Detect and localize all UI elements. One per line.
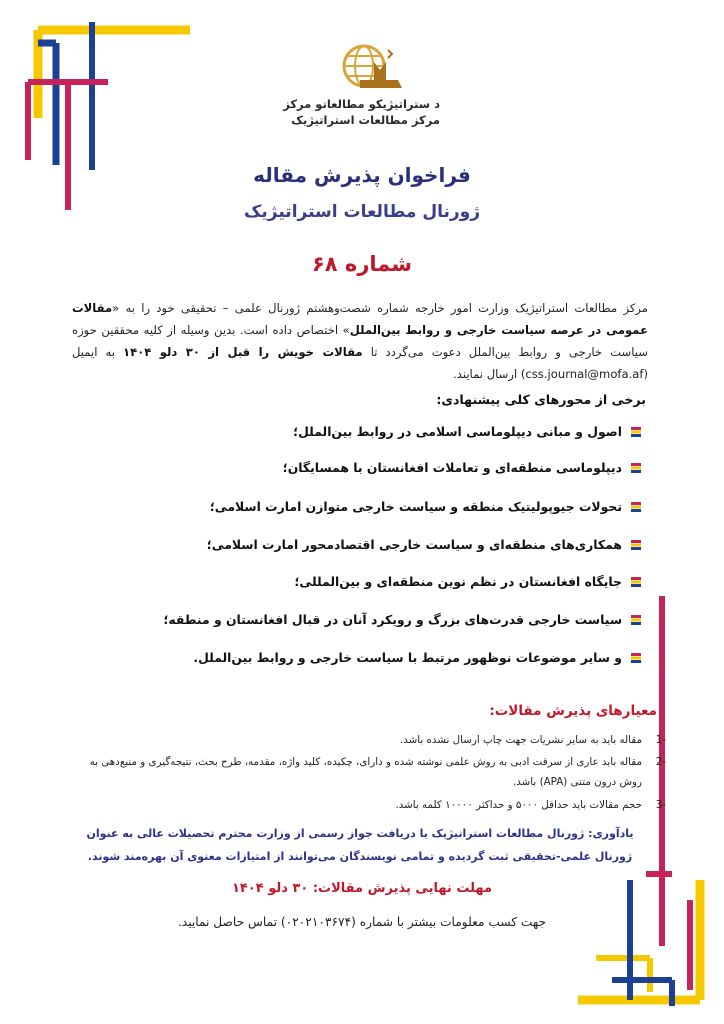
topic-item: [294, 574, 642, 589]
criteria-heading: معیارهای پذیرش مقالات:: [489, 703, 657, 719]
topic-text: سیاست خارجی قدرت‌های بزرگ و رویکرد آنان در قبال افغانستان و منطقه؛: [163, 612, 622, 627]
globe-emblem-icon: [330, 40, 410, 92]
topic-item: [293, 424, 642, 439]
book-stack-icon: [630, 462, 642, 474]
intro-paragraph: [72, 297, 648, 385]
criteria-number: -3: [655, 799, 666, 811]
criteria-item: [66, 730, 666, 750]
topic-item: [210, 499, 642, 514]
book-stack-icon: [630, 501, 642, 513]
org-name-dari: مرکز مطالعات استراتیژیک: [291, 113, 440, 127]
book-stack-icon: [630, 539, 642, 551]
contact-info: جهت کسب معلومات بیشتر با شماره (۰۲۰۲۱۰۳۶۷۴) تماس حاصل نمایید.: [177, 915, 547, 929]
org-name-pashto: د ستراتیژیکو مطالعاتو مرکز: [283, 97, 440, 111]
criteria-number: -2: [655, 756, 666, 768]
topic-text: همکاری‌های منطقه‌ای و سیاست خارجی اقتصادمحور امارت اسلامی؛: [206, 537, 622, 552]
issue-number: شماره ۶۸: [311, 252, 413, 276]
topic-item: [193, 650, 642, 665]
journal-name: ژورنال مطالعات استراتیژیک: [244, 202, 480, 222]
intro-bold-topic: مقالات عمومی در عرصه سیاست خارجی و روابط بین‌الملل: [72, 301, 648, 337]
book-stack-icon: [630, 652, 642, 664]
intro-bold-deadline: مقالات خویش را قبل از ۳۰ دلو ۱۴۰۴: [123, 345, 363, 359]
criteria-text: مقاله باید به سایر نشریات جهت چاپ ارسال نشده باشد.: [399, 734, 642, 746]
topic-text: اصول و مبانی دیپلوماسی اسلامی در روابط بین‌الملل؛: [293, 424, 622, 439]
reminder-note: یادآوری: ژورنال مطالعات استراتیژیک با دریافت جواز رسمی از وزارت محترم تحصیلات عالی به عنوان ژورنال علمی-تحقیقی ثبت گردیده و تمامی نویسندگان می‌توانند از امتیازات معنوی آن بهره‌مند شوند.: [86, 827, 634, 863]
topic-item: [163, 612, 642, 627]
criteria-text: حجم مقالات باید حداقل ۵۰۰۰ و حداکثر ۱۰۰۰۰ کلمه باشد.: [395, 799, 642, 811]
topic-text: جایگاه افغانستان در نظم نوین منطقه‌ای و بین‌المللی؛: [294, 574, 622, 589]
org-logo-block: [283, 40, 440, 128]
topic-text: دیپلوماسی منطقه‌ای و تعاملات افغانستان با همسایگان؛: [282, 460, 622, 475]
book-stack-icon: [630, 426, 642, 438]
criteria-number: -1: [655, 734, 666, 746]
intro-text-1: مرکز مطالعات استراتیژیک وزارت امور خارجه شماره شصت‌وهشتم ژورنال علمی – تحقیقی خود را به «: [112, 301, 648, 315]
topic-text: تحولات جیوپولیتیک منطقه و سیاست خارجی متوازن امارت اسلامی؛: [209, 499, 622, 514]
book-stack-icon: [630, 576, 642, 588]
criteria-item: [66, 752, 666, 792]
topic-text: و سایر موضوعات نوظهور مرتبط با سیاست خارجی و روابط بین‌الملل.: [193, 650, 622, 665]
topic-item: [207, 537, 642, 552]
page-title: فراخوان پذیرش مقاله: [253, 163, 471, 187]
book-stack-icon: [630, 614, 642, 626]
criteria-item: [66, 795, 666, 815]
intro-text-2: » اختصاص داده است. بدین وسیله از کلیه محققین حوزه سیاست خارجی و روابط بین‌الملل دعوت می‌گردد تا: [72, 323, 648, 359]
intro-text-3: به ایمیل (css.journal@mofa.af) ارسال نمایند.: [72, 345, 648, 381]
criteria-text: مقاله باید عاری از سرقت ادبی به روش علمی نوشته شده و دارای، چکیده، کلید واژه، مقدمه، طرح بحث، نتیجه‌گیری و منبع‌دهی به روش درون متنی (APA) باشد.: [89, 756, 642, 788]
topics-heading: برخی از محورهای کلی پیشنهادی:: [436, 392, 646, 407]
submission-deadline: مهلت نهایی پذیرش مقالات: ۳۰ دلو ۱۴۰۴: [231, 881, 493, 896]
topic-item: [283, 460, 642, 475]
